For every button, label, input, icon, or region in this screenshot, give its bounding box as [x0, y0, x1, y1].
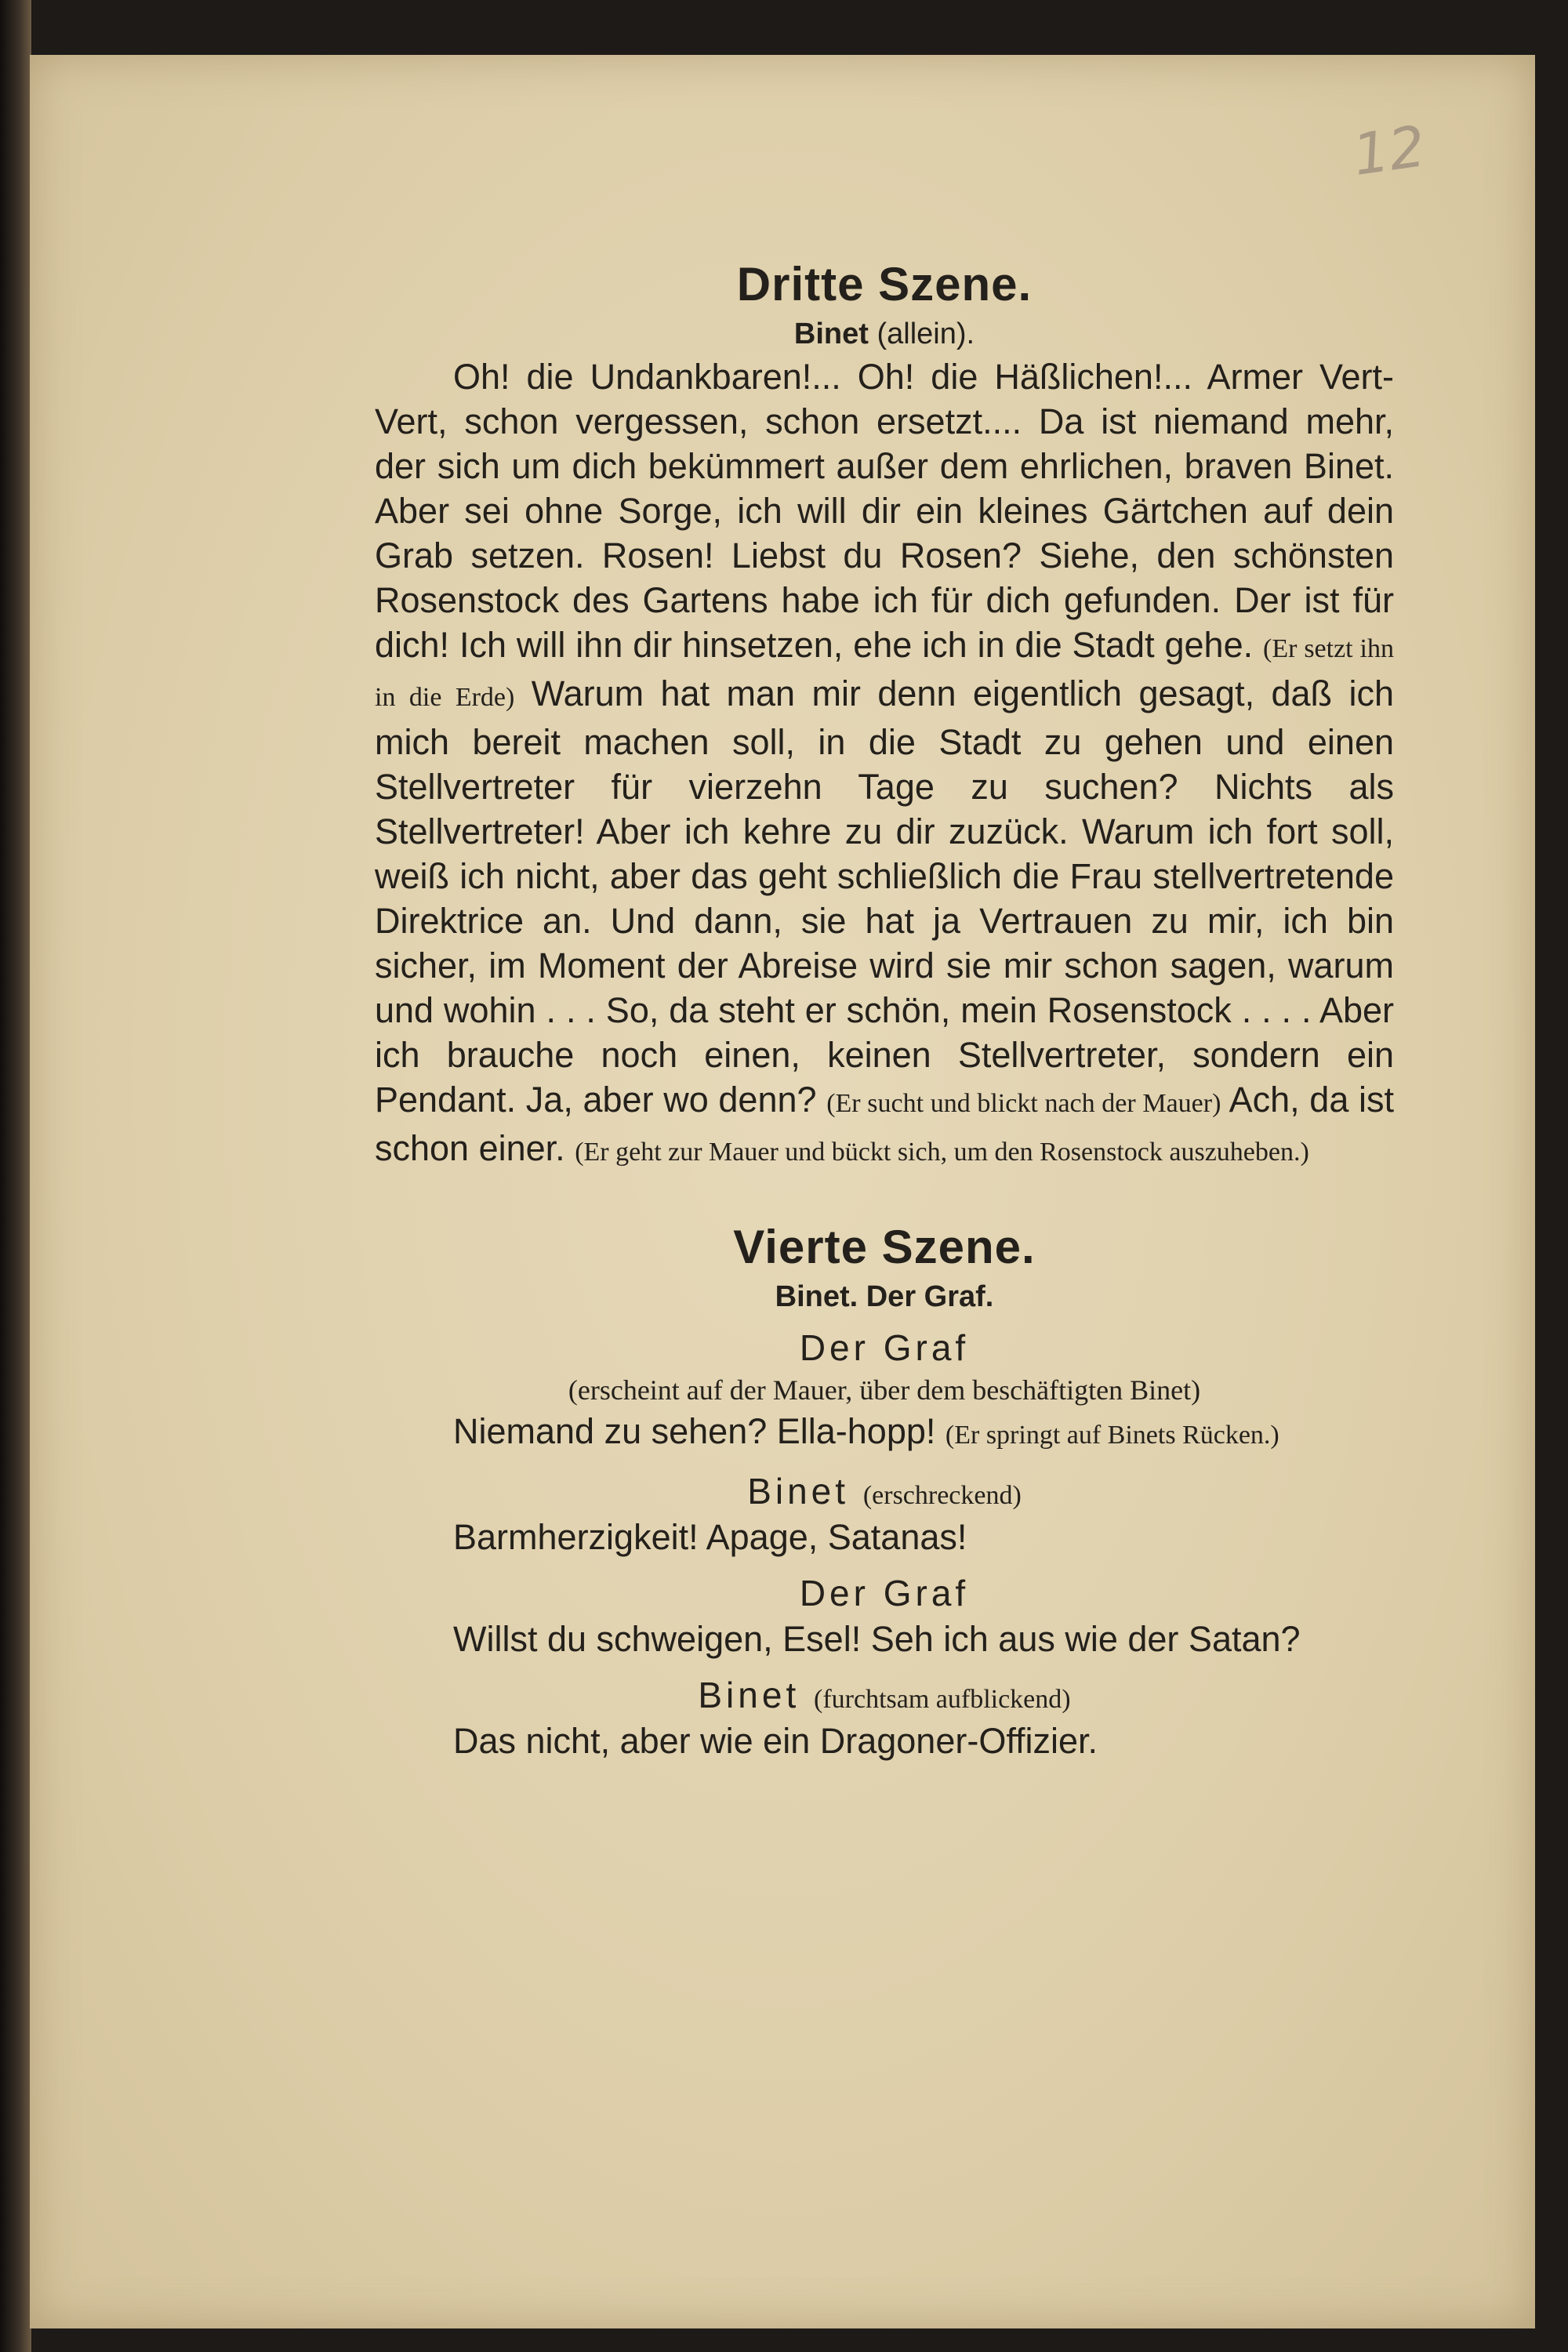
- monologue-text-2: Warum hat man mir denn eigentlich gesagt, daß ich mich bereit machen soll, in die Stadt zu gehen und einen Stellvertreter für vierzehn Tage zu suchen? Nichts als Stellvertreter! Aber ich kehre zu dir zuzück. Warum ich fort soll, weiß ich nicht, aber das geht schließlich die Frau stellvertretende Direktrice an. Und dann, sie hat ja Vertrauen zu mir, ich bin sicher, im Moment der Abreise wird sie mir schon sagen, warum und wohin . . . So, da steht er schön, mein Rosenstock . . . . Aber ich brauche noch einen, keinen Stellvertreter, sondern ein Pendant. Ja, aber wo denn?: [375, 673, 1394, 1120]
- persons-name: Binet: [793, 318, 869, 350]
- inline-stage-direction: (Er springt auf Binets Rücken.): [945, 1421, 1279, 1450]
- stage-direction-1: (Er setzt ihn in die Erde): [375, 634, 1394, 712]
- scene-three-title: Dritte Szene.: [736, 258, 1033, 310]
- stage-direction-2: (Er sucht und blickt nach der Mauer): [826, 1089, 1221, 1118]
- speaker-name: Binet: [747, 1471, 850, 1512]
- speaker-stage-direction: (erschreckend): [862, 1481, 1022, 1510]
- scene-four-persons: [375, 1280, 1394, 1314]
- dialogue-text: Niemand zu sehen? Ella-hopp!: [453, 1411, 936, 1451]
- scene-four-title: Vierte Szene.: [733, 1221, 1036, 1273]
- persons-list: Binet. Der Graf.: [775, 1280, 994, 1313]
- dialogue-line: Willst du schweigen, Esel! Seh ich aus wie der Satan?: [453, 1619, 1301, 1659]
- speaker-label: [375, 1674, 1394, 1716]
- book-spine: [0, 0, 31, 2352]
- monologue-text-3: Ach, da ist schon einer.: [375, 1080, 1395, 1168]
- persons-stage-direction: (allein).: [877, 318, 975, 350]
- speaker-stage-direction: (furchtsam aufblickend): [814, 1685, 1071, 1714]
- book-page: [30, 55, 1535, 2328]
- stage-direction: (erscheint auf der Mauer, über dem beschäftigten Binet): [568, 1374, 1201, 1406]
- dialogue-line: [375, 1410, 1394, 1457]
- dialogue-line: Das nicht, aber wie ein Dragoner-Offizier.: [453, 1721, 1098, 1761]
- scene-three-persons: [375, 318, 1394, 351]
- page-number: 12: [1348, 113, 1430, 188]
- dialogue-line: Barmherzigkeit! Apage, Satanas!: [453, 1517, 967, 1557]
- speaker-label: [375, 1470, 1394, 1512]
- stage-direction-3: (Er geht zur Mauer und bückt sich, um den Rosenstock auszuheben.): [575, 1138, 1309, 1167]
- monologue-paragraph: [375, 354, 1394, 1174]
- speaker-name: Binet: [698, 1675, 800, 1715]
- speaker-label: Der Graf: [799, 1573, 970, 1613]
- page-content: [375, 204, 1394, 1763]
- monologue-text-1: Oh! die Undankbaren!... Oh! die Häßlichen!... Armer Vert-Vert, schon vergessen, schon ersetzt.... Da ist niemand mehr, der sich um dich bekümmert außer dem ehrlichen, braven Binet. Aber sei ohne Sorge, ich will dir ein kleines Gärtchen auf dein Grab setzen. Rosen! Liebst du Rosen? Siehe, den schönsten Rosenstock des Gartens habe ich für dich gefunden. Der ist für dich! Ich will ihn dir hinsetzen, ehe ich in die Stadt gehe.: [375, 357, 1394, 665]
- speaker-label: Der Graf: [799, 1327, 970, 1368]
